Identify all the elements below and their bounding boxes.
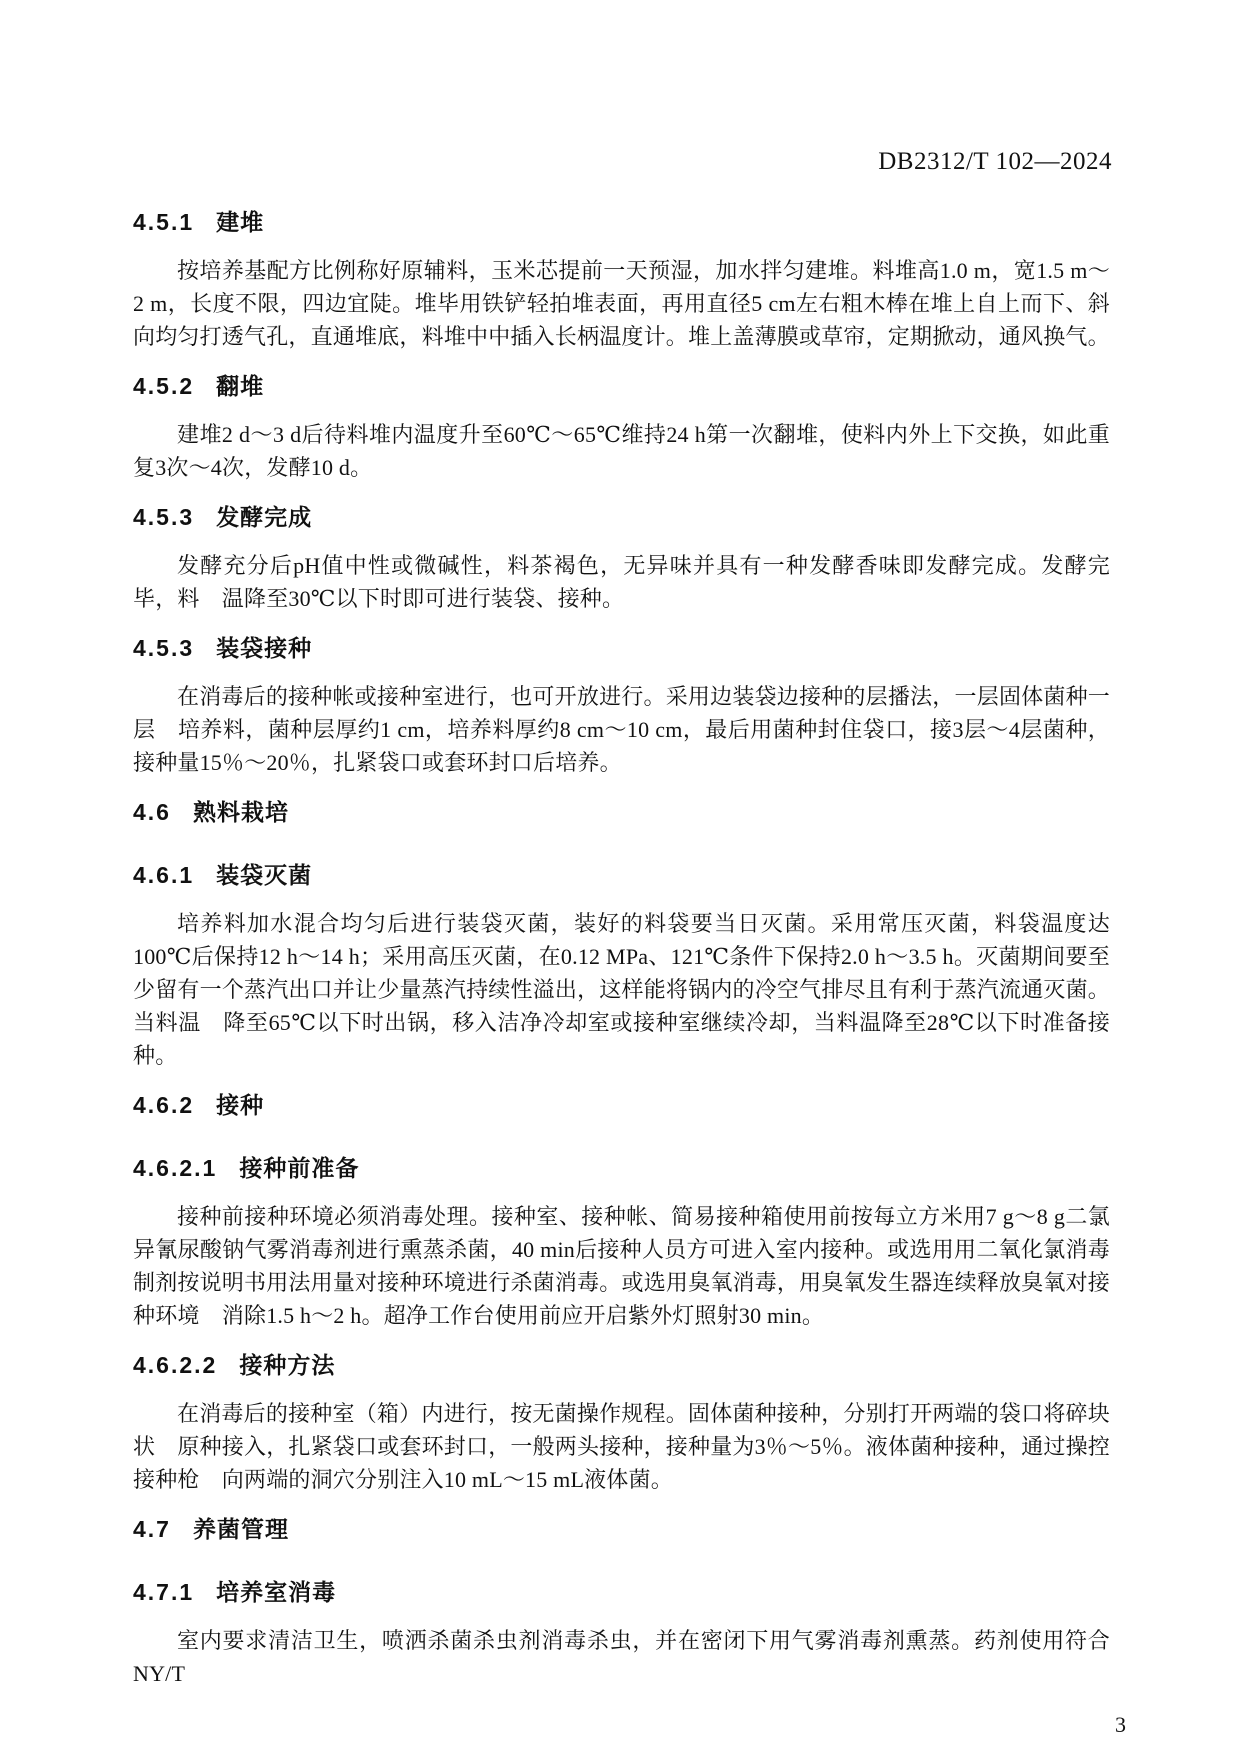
paragraph-culture-room-disinfection: 室内要求清洁卫生，喷洒杀菌杀虫剂消毒杀虫，并在密闭下用气雾消毒剂熏蒸。药剂使用符合NY/T bbox=[133, 1628, 1110, 1686]
paragraph-bag-sterilization: 培养料加水混合均匀后进行装袋灭菌，装好的料袋要当日灭菌。采用常压灭菌，料袋温度达100℃后保持12 h～14 h；采用高压灭菌，在0.12 MPa、121℃条件下保持2.0 h～3.5 h。灭菌期间要至少留有一个蒸汽出口并让少量蒸汽持续性溢出，这样能将锅内的冷空气排尽且有利于蒸汽流通灭菌。当料温 降至65℃以下时出锅，移入洁净冷却室或接种室继续冷却，当料温降至28℃以下时准备接种。 bbox=[133, 911, 1110, 1068]
section-heading-4-5-3-fermentation bbox=[133, 501, 1110, 534]
section-heading-4-6-2-2 bbox=[133, 1349, 1110, 1382]
section-title: 培养室消毒 bbox=[216, 1579, 337, 1605]
section-title: 建堆 bbox=[216, 209, 265, 235]
section-number: 4.5.1 bbox=[133, 209, 195, 235]
section-number: 4.5.3 bbox=[133, 504, 195, 530]
paragraph-turn-pile: 建堆2 d～3 d后待料堆内温度升至60℃～65℃维持24 h第一次翻堆，使料内外上下交换，如此重复3次～4次，发酵10 d。 bbox=[133, 422, 1110, 480]
section-number: 4.5.2 bbox=[133, 373, 195, 399]
section-title: 接种 bbox=[216, 1092, 265, 1118]
section-title: 发酵完成 bbox=[216, 504, 313, 530]
section-heading-4-6-2 bbox=[133, 1089, 1110, 1122]
section-heading-4-7 bbox=[133, 1513, 1110, 1546]
section-title: 接种前准备 bbox=[239, 1155, 360, 1181]
section-heading-4-6-1 bbox=[133, 859, 1110, 892]
document-content bbox=[0, 206, 1240, 1690]
page-number: 3 bbox=[1115, 1712, 1126, 1737]
document-number-header: DB2312/T 102—2024 bbox=[878, 148, 1112, 175]
section-number: 4.6.2.1 bbox=[133, 1155, 218, 1181]
section-heading-4-6-2-1 bbox=[133, 1152, 1110, 1185]
paragraph-pre-inoculation-prep: 接种前接种环境必须消毒处理。接种室、接种帐、简易接种箱使用前按每立方米用7 g～8 g二氯异氰尿酸钠气雾消毒剂进行熏蒸杀菌，40 min后接种人员方可进入室内接种。或选用用二氧化氯消毒制剂按说明书用法用量对接种环境进行杀菌消毒。或选用臭氧消毒，用臭氧发生器连续释放臭氧对接种环境 消除1.5 h～2 h。超净工作台使用前应开启紫外灯照射30 min。 bbox=[133, 1204, 1110, 1328]
section-number: 4.6.2.2 bbox=[133, 1352, 218, 1378]
section-title: 装袋灭菌 bbox=[216, 862, 313, 888]
section-number: 4.5.3 bbox=[133, 635, 195, 661]
section-heading-4-5-2 bbox=[133, 370, 1110, 403]
section-number: 4.7.1 bbox=[133, 1579, 195, 1605]
section-heading-4-7-1 bbox=[133, 1576, 1110, 1609]
section-title: 熟料栽培 bbox=[192, 799, 289, 825]
section-number: 4.6 bbox=[133, 799, 171, 825]
section-title: 养菌管理 bbox=[192, 1516, 289, 1542]
section-title: 接种方法 bbox=[239, 1352, 336, 1378]
paragraph-fermentation-complete: 发酵充分后pH值中性或微碱性，料茶褐色，无异味并具有一种发酵香味即发酵完成。发酵完毕，料 温降至30℃以下时即可进行装袋、接种。 bbox=[133, 553, 1110, 611]
section-number: 4.6.1 bbox=[133, 862, 195, 888]
section-heading-4-5-1 bbox=[133, 206, 1110, 239]
section-number: 4.6.2 bbox=[133, 1092, 195, 1118]
section-title: 翻堆 bbox=[216, 373, 265, 399]
section-heading-4-5-3-bagging bbox=[133, 632, 1110, 665]
section-heading-4-6 bbox=[133, 796, 1110, 829]
paragraph-bagging-inoculation: 在消毒后的接种帐或接种室进行，也可开放进行。采用边装袋边接种的层播法，一层固体菌种一层 培养料，菌种层厚约1 cm，培养料厚约8 cm～10 cm，最后用菌种封住袋口，接3层～4层菌种，接种量15％～20％，扎紧袋口或套环封口后培养。 bbox=[133, 684, 1110, 775]
section-number: 4.7 bbox=[133, 1516, 171, 1542]
section-title: 装袋接种 bbox=[216, 635, 313, 661]
paragraph-inoculation-method: 在消毒后的接种室（箱）内进行，按无菌操作规程。固体菌种接种，分别打开两端的袋口将碎块状 原种接入，扎紧袋口或套环封口，一般两头接种，接种量为3％～5％。液体菌种接种，通过操控接种枪 向两端的洞穴分别注入10 mL～15 mL液体菌。 bbox=[133, 1401, 1111, 1492]
paragraph-build-pile: 按培养基配方比例称好原辅料，玉米芯提前一天预湿，加水拌匀建堆。料堆高1.0 m，宽1.5 m～2 m，长度不限，四边宜陡。堆毕用铁铲轻拍堆表面，再用直径5 cm左右粗木棒在堆上自上而下、斜向均匀打透气孔，直通堆底，料堆中中插入长柄温度计。堆上盖薄膜或草帘，定期掀动，通风换气。 bbox=[133, 258, 1110, 349]
